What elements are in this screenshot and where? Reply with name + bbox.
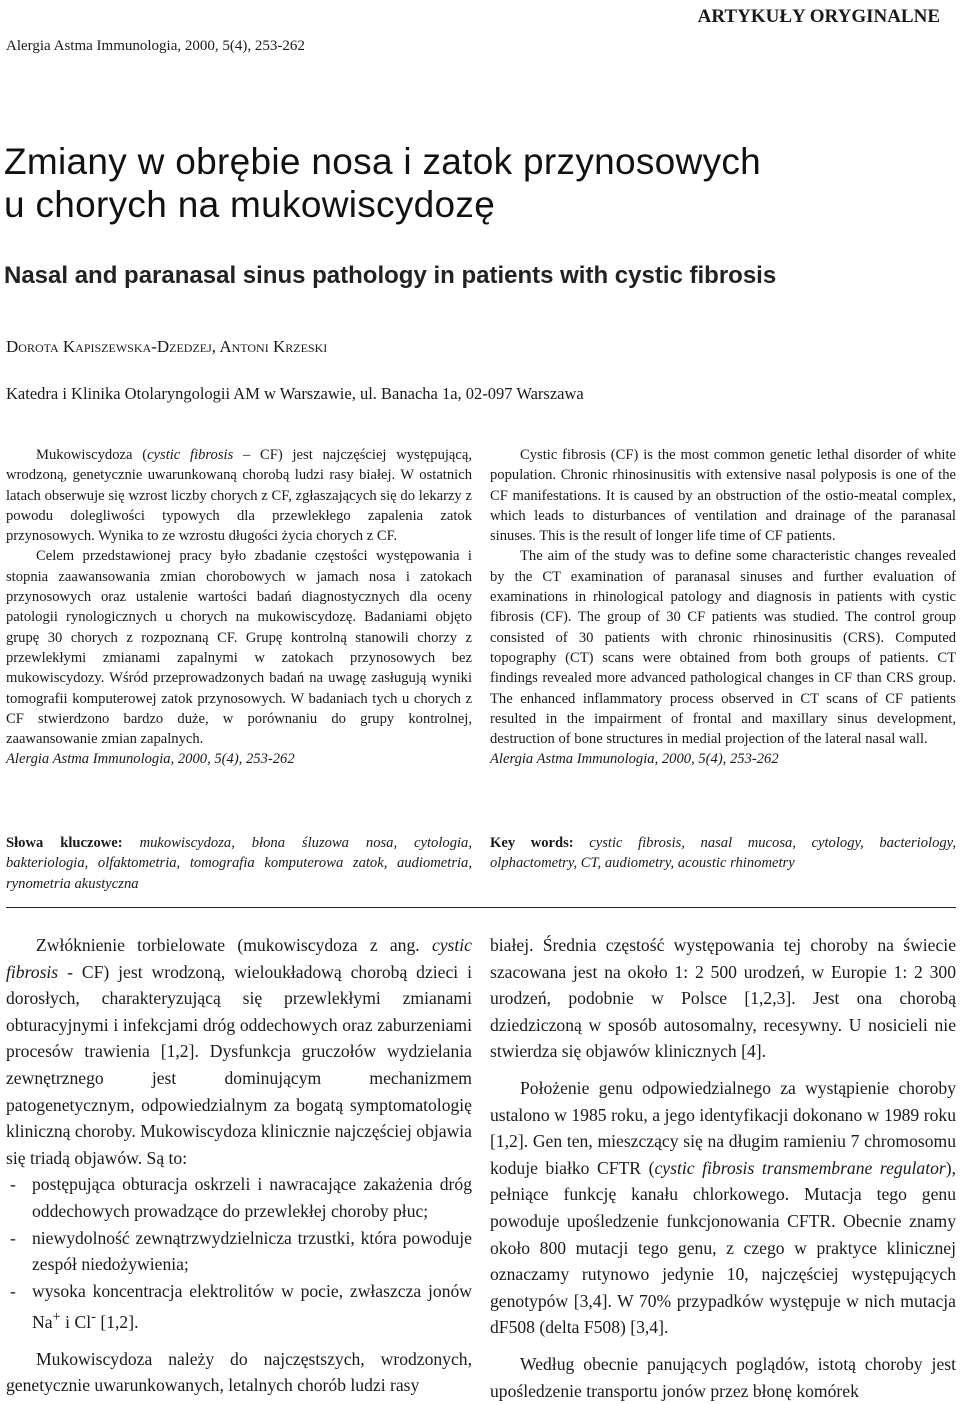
body-column-left <box>6 932 472 1399</box>
symptom-list <box>6 1171 472 1335</box>
list-item: - postępująca obturacja oskrzeli i nawracające zakażenia dróg oddechowych prowadzące do przewlekłej choroby płuc; <box>10 1174 472 1221</box>
abstract-polish-paragraph-1: Mukowiscydoza (cystic fibrosis – CF) jest najczęściej występującą, wrodzoną, genetycznie uwarunkowaną chorobą ludzi rasy białej. W ostatnich latach obserwuje się wzrost liczby chorych z CF, zgłaszających się do lekarzy z powodu dolegliwości typowych dla przewlekłego zapalenia zatok przynosowych. Wynika to ze wzrostu długości życia chorych z CF. <box>6 447 473 545</box>
abstract-english-citation: Alergia Astma Immunologia, 2000, 5(4), 253-262 <box>490 751 779 768</box>
journal-citation: Alergia Astma Immunologia, 2000, 5(4), 253-262 <box>6 38 305 54</box>
keywords-english-text: cystic fibrosis, nasal mucosa, cytology, bacteriology, olphactometry, CT, audiometry, acoustic rhinometry <box>490 835 956 872</box>
abstract-english-paragraph-2: The aim of the study was to define some characteristic changes revealed by the CT examination of paranasal sinuses and further evaluation of examinations in rhinological patology and diagnosis in patients with cystic fibrosis (CF). The group of 30 CF patients was studied. The control group consisted of 30 patients with chronic rhinosinusitis (CRS). Computed topography (CT) scans were obtained from both groups of patients. CT findings revealed more advanced pathological changes in CF than CRS group. The enhanced inflammatory process observed in CT scans of CF patients resulted in the impairment of frontal and maxillary sinus development, destruction of bone structures in medial projection of the lateral nasal wall. <box>490 548 956 748</box>
abstract-english-paragraph-1: Cystic fibrosis (CF) is the most common genetic lethal disorder of white population. Chronic rhinosinusitis with extensive nasal polyposis is one of the CF manifestations. It is caused by an obstruction of the ostio-meatal complex, which leads to disturbances of ventilation and drainage of the paranasal sinuses. This is the result of longer life time of CF patients. <box>490 447 956 545</box>
abstract-polish-citation: Alergia Astma Immunologia, 2000, 5(4), 253-262 <box>6 751 295 768</box>
body-paragraph-5: Według obecnie panujących poglądów, istotą choroby jest upośledzenie transportu jonów przez błonę komórek <box>490 1353 956 1401</box>
article-category: ARTYKUŁY ORYGINALNE <box>697 6 940 27</box>
body-paragraph-2: Mukowiscydoza należy do najczęstszych, wrodzonych, genetycznie uwarunkowanych, letalnych chorób ludzi rasy <box>6 1348 472 1396</box>
keywords-english-label: Key words: <box>490 835 574 851</box>
list-item: - niewydolność zewnątrzwydzielnicza trzustki, która powoduje zespół niedożywienia; <box>10 1227 472 1275</box>
body-paragraph-1: Zwłóknienie torbielowate (mukowiscydoza z ang. cystic fibrosis - CF) jest wrodzoną, wieloukładową chorobą dzieci i dorosłych, charakteryzującą się przewlekłymi zmianami obturacyjnymi i infekcjami dróg oddechowych oraz zaburzeniami procesów trawienia [1,2]. Dysfunkcja gruczołów wydzielania zewnętrznego jest dominującym mechanizmem patogenetycznym, odpowiedzialnym za bogatą symptomatologię kliniczną choroby. Mukowiscydoza klinicznie najczęściej objawia się triadą objawów. Są to: <box>6 935 472 1168</box>
keywords-polish <box>6 833 472 894</box>
body-column-right <box>490 932 956 1404</box>
title-polish-line1: Zmiany w obrębie nosa i zatok przynosowych <box>4 141 762 182</box>
keywords-english <box>490 833 956 874</box>
authors: Dorota Kapiszewska-Dzedzej, Antoni Krzeski <box>6 337 328 356</box>
abstract-polish-paragraph-2: Celem przedstawionej pracy było zbadanie częstości występowania i stopnia zaawansowania zmian chorobowych w jamach nosa i zatokach przynosowych oraz ustalenie wartości badań diagnostycznych dla oceny patologii rynologicznych u chorych na mukowiscydozę. Badaniami objęto grupę 30 chorych z rozpoznaną CF. Grupę kontrolną stanowili chorzy z przewlekłymi zmianami zapalnymi w zatokach przynosowych bez mukowiscydozy. Wśród przeprowadzonych badań na uwagę zasługują wyniki tomografii komputerowej zatok przynosowych. W badaniach tych u chorych z CF stwierdzono bardzo duże, w porównaniu do grupy kontrolnej, zaawansowanie zmian zapalnych. <box>6 548 472 748</box>
title-english: Nasal and paranasal sinus pathology in patients with cystic fibrosis <box>4 262 777 289</box>
keywords-polish-text: mukowiscydoza, błona śluzowa nosa, cytologia, bakteriologia, olfaktometria, tomografia komputerowa zatok, audiometria, rynometria akustyczna <box>6 835 472 892</box>
abstract-polish <box>6 445 472 770</box>
list-item: - wysoka koncentracja elektrolitów w pocie, zwłaszcza jonów Na+ i Cl- [1,2]. <box>10 1280 472 1333</box>
body-paragraph-4: Położenie genu odpowiedzialnego za wystąpienie choroby ustalono w 1985 roku, a jego identyfikacji dokonano w 1989 roku [1,2]. Gen ten, mieszczący się na długim ramieniu 7 chromosomu koduje białko CFTR (cystic fibrosis transmembrane regulator), pełniące funkcję kanału chlorkowego. Mutacja tego genu powoduje upośledzenie funkcjonowania CFTR. Obecnie znamy około 800 mutacji tego genu, z czego w praktyce klinicznej oznaczamy rutynowo jedynie 10, najczęściej występujących genotypów [3,4]. W 70% przypadków występuje w nich mutacja dF508 (delta F508) [3,4]. <box>490 1077 956 1338</box>
keywords-polish-label: Słowa kluczowe: <box>6 835 123 851</box>
section-divider <box>6 907 956 908</box>
affiliation: Katedra i Klinika Otolaryngologii AM w Warszawie, ul. Banacha 1a, 02-097 Warszawa <box>6 384 584 403</box>
body-paragraph-3: białej. Średnia częstość występowania tej choroby na świecie szacowana jest na około 1: 2 500 urodzeń, w Europie 1: 2 300 urodzeń, podobnie w Polsce [1,2,3]. Jest ona chorobą dziedziczoną w sposób autosomalny, recesywny. U nosicieli nie stwierdza się objawów klinicznych [4]. <box>490 935 956 1062</box>
title-polish <box>4 140 954 226</box>
abstract-english <box>490 445 956 770</box>
title-polish-line2: u chorych na mukowiscydozę <box>4 184 496 225</box>
